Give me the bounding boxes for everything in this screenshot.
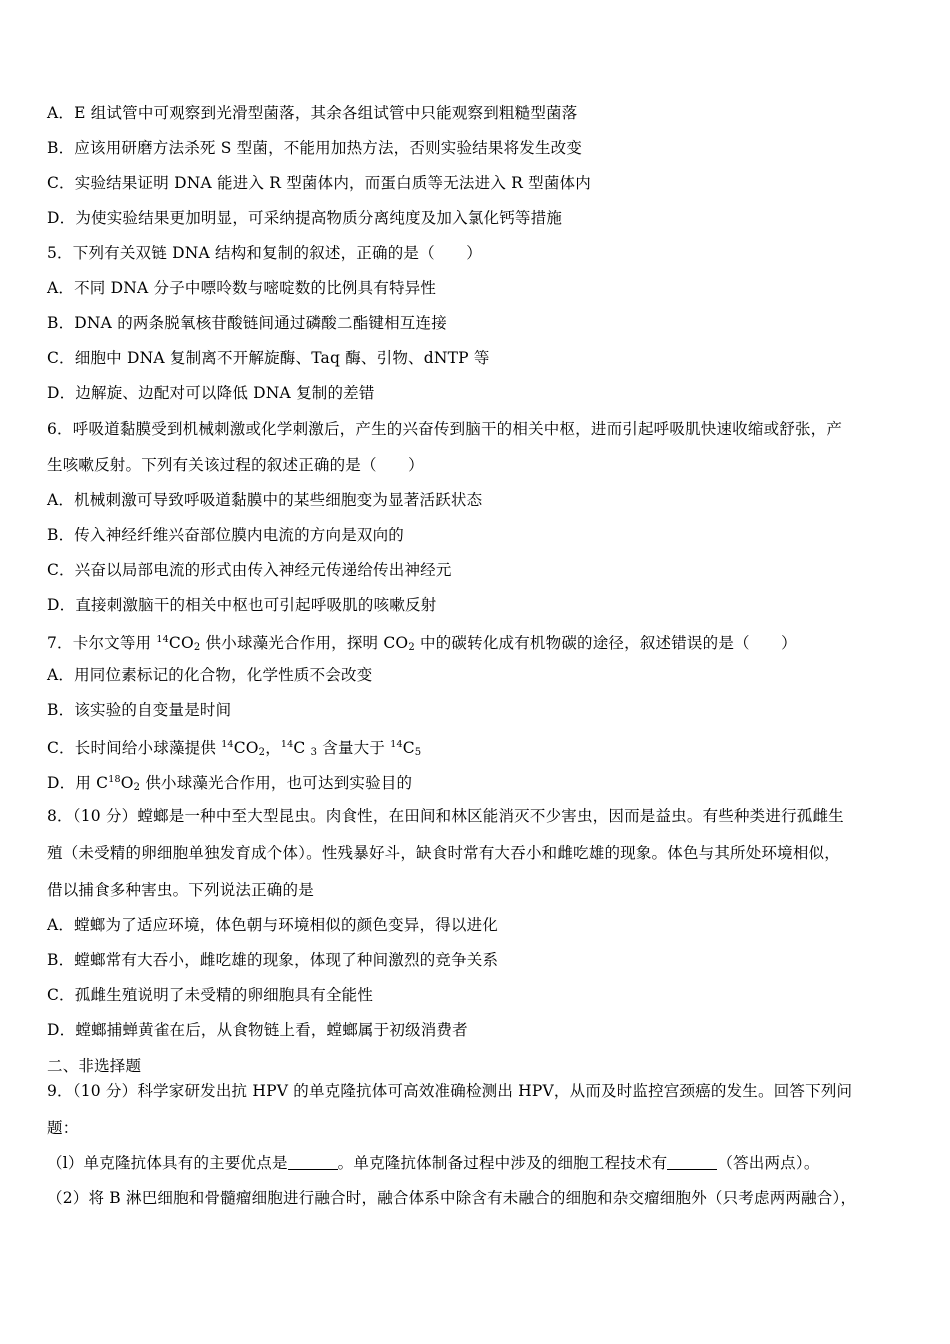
q7c-sup-14c: 14 — [390, 739, 403, 750]
q7c-sub-5: 5 — [414, 747, 422, 758]
q8-option-b: B．螳螂常有大吞小，雌吃雄的现象，体现了种间激烈的竞争关系 — [47, 951, 499, 969]
q5-option-b: B．DNA 的两条脱氧核苷酸链间通过磷酸二酯键相互连接 — [47, 314, 447, 332]
q5-option-d: D．边解旋、边配对可以降低 DNA 复制的差错 — [47, 384, 375, 402]
q7c-c3: C — [293, 739, 311, 757]
answer-blank-1 — [288, 1155, 338, 1170]
q7-option-c — [47, 735, 910, 763]
q7-sub-2b: 2 — [408, 642, 415, 653]
q7d-text-a: D．用 C — [47, 774, 109, 792]
q7c-co: CO — [233, 739, 259, 757]
q9-part2: （2）将 B 淋巴细胞和骨髓瘤细胞进行融合时，融合体系中除含有未融合的细胞和杂交瘤细胞外（只考虑两两融合）， — [47, 1189, 857, 1207]
q4-option-d: D．为使实验结果更加明显，可采纳提高物质分离纯度及加入氯化钙等措施 — [47, 209, 563, 227]
q4-option-b: B．应该用研磨方法杀死 S 型菌，不能用加热方法，否则实验结果将发生改变 — [47, 139, 583, 157]
q9p1-text-a: （l）单克隆抗体具有的主要优点是 — [47, 1154, 288, 1172]
q7c-sub-3: 3 — [310, 747, 318, 758]
q9p1-text-b: 。单克隆抗体制备过程中涉及的细胞工程技术有 — [337, 1154, 668, 1172]
q7c-comma: ， — [265, 739, 281, 757]
q8-option-c: C．孤雌生殖说明了未受精的卵细胞具有全能性 — [47, 986, 374, 1004]
q8-stem-line1: 8．（10 分）螳螂是一种中至大型昆虫。肉食性，在田间和林区能消灭不少害虫，因而是益虫。有些种类进行孤雌生 — [47, 807, 844, 825]
q9-stem-line2: 题： — [47, 1119, 79, 1137]
q6-stem-line2: 生咳嗽反射。下列有关该过程的叙述正确的是（ ） — [47, 456, 424, 474]
q8-stem-line3: 借以捕食多种害虫。下列说法正确的是 — [47, 881, 314, 899]
q9p1-text-c: （答出两点）。 — [717, 1154, 820, 1172]
q7c-sup-14a: 14 — [221, 739, 234, 750]
q7-stem — [47, 630, 910, 658]
q7c-text-e: 含量大于 — [317, 739, 391, 757]
q7d-text-c: 供小球藻光合作用，也可达到实验目的 — [140, 774, 413, 792]
q8-stem-line2: 殖（未受精的卵细胞单独发育成个体）。性残暴好斗，缺食时常有大吞小和雌吃雄的现象。体色与其所处环境相似， — [47, 844, 840, 862]
q7-stem-text-a: 7．卡尔文等用 — [47, 634, 157, 652]
q7-stem-text-c: 中的碳转化成有机物碳的途径，叙述错误的是（ ） — [414, 634, 797, 652]
q4-option-c: C．实验结果证明 DNA 能进入 R 型菌体内，而蛋白质等无法进入 R 型菌体内 — [47, 174, 591, 192]
q4-option-a: A．E 组试管中可观察到光滑型菌落，其余各组试管中只能观察到粗糙型菌落 — [47, 104, 578, 122]
q6-option-b: B．传入神经纤维兴奋部位膜内电流的方向是双向的 — [47, 526, 404, 544]
q8-option-a: A．螳螂为了适应环境，体色朝与环境相似的颜色变异，得以进化 — [47, 916, 498, 934]
q8-option-d: D．螳螂捕蝉黄雀在后，从食物链上看，螳螂属于初级消费者 — [47, 1021, 468, 1039]
q7d-o: O — [120, 774, 134, 792]
q7-option-a: A．用同位素标记的化合物，化学性质不会改变 — [47, 666, 373, 684]
answer-blank-2 — [667, 1155, 717, 1170]
q6-option-d: D．直接刺激脑干的相关中枢也可引起呼吸肌的咳嗽反射 — [47, 596, 437, 614]
q7-sup-14: 14 — [156, 634, 169, 645]
q7-option-b: B．该实验的自变量是时间 — [47, 701, 232, 719]
q6-option-a: A．机械刺激可导致呼吸道黏膜中的某些细胞变为显著活跃状态 — [47, 491, 483, 509]
q7-co: CO — [168, 634, 194, 652]
q7c-sub-2: 2 — [258, 747, 266, 758]
q9-stem-line1: 9．（10 分）科学家研发出抗 HPV 的单克隆抗体可高效准确检测出 HPV，从而及时监控宫颈癌的发生。回答下列问 — [47, 1082, 853, 1100]
q5-option-c: C．细胞中 DNA 复制离不开解旋酶、Taq 酶、引物、dNTP 等 — [47, 349, 490, 367]
q6-stem-line1: 6．呼吸道黏膜受到机械刺激或化学刺激后，产生的兴奋传到脑干的相关中枢，进而引起呼吸肌快速收缩或舒张，产 — [47, 420, 843, 438]
q7d-sup-18: 18 — [108, 774, 121, 785]
q9-part1 — [47, 1153, 910, 1173]
q7-stem-text-b: 供小球藻光合作用，探明 CO — [200, 634, 409, 652]
section-heading: 二、非选择题 — [47, 1057, 142, 1075]
q7c-c5: C — [402, 739, 415, 757]
q7c-text-a: C．长时间给小球藻提供 — [47, 739, 222, 757]
q7d-sub-2: 2 — [133, 782, 141, 793]
q7-option-d — [47, 770, 910, 798]
q7-sub-2: 2 — [193, 642, 201, 653]
q5-stem: 5．下列有关双链 DNA 结构和复制的叙述，正确的是（ ） — [47, 244, 482, 262]
q7c-sup-14b: 14 — [280, 739, 294, 750]
q6-option-c: C．兴奋以局部电流的形式由传入神经元传递给传出神经元 — [47, 561, 452, 579]
q5-option-a: A．不同 DNA 分子中嘌呤数与嘧啶数的比例具有特异性 — [47, 279, 437, 297]
